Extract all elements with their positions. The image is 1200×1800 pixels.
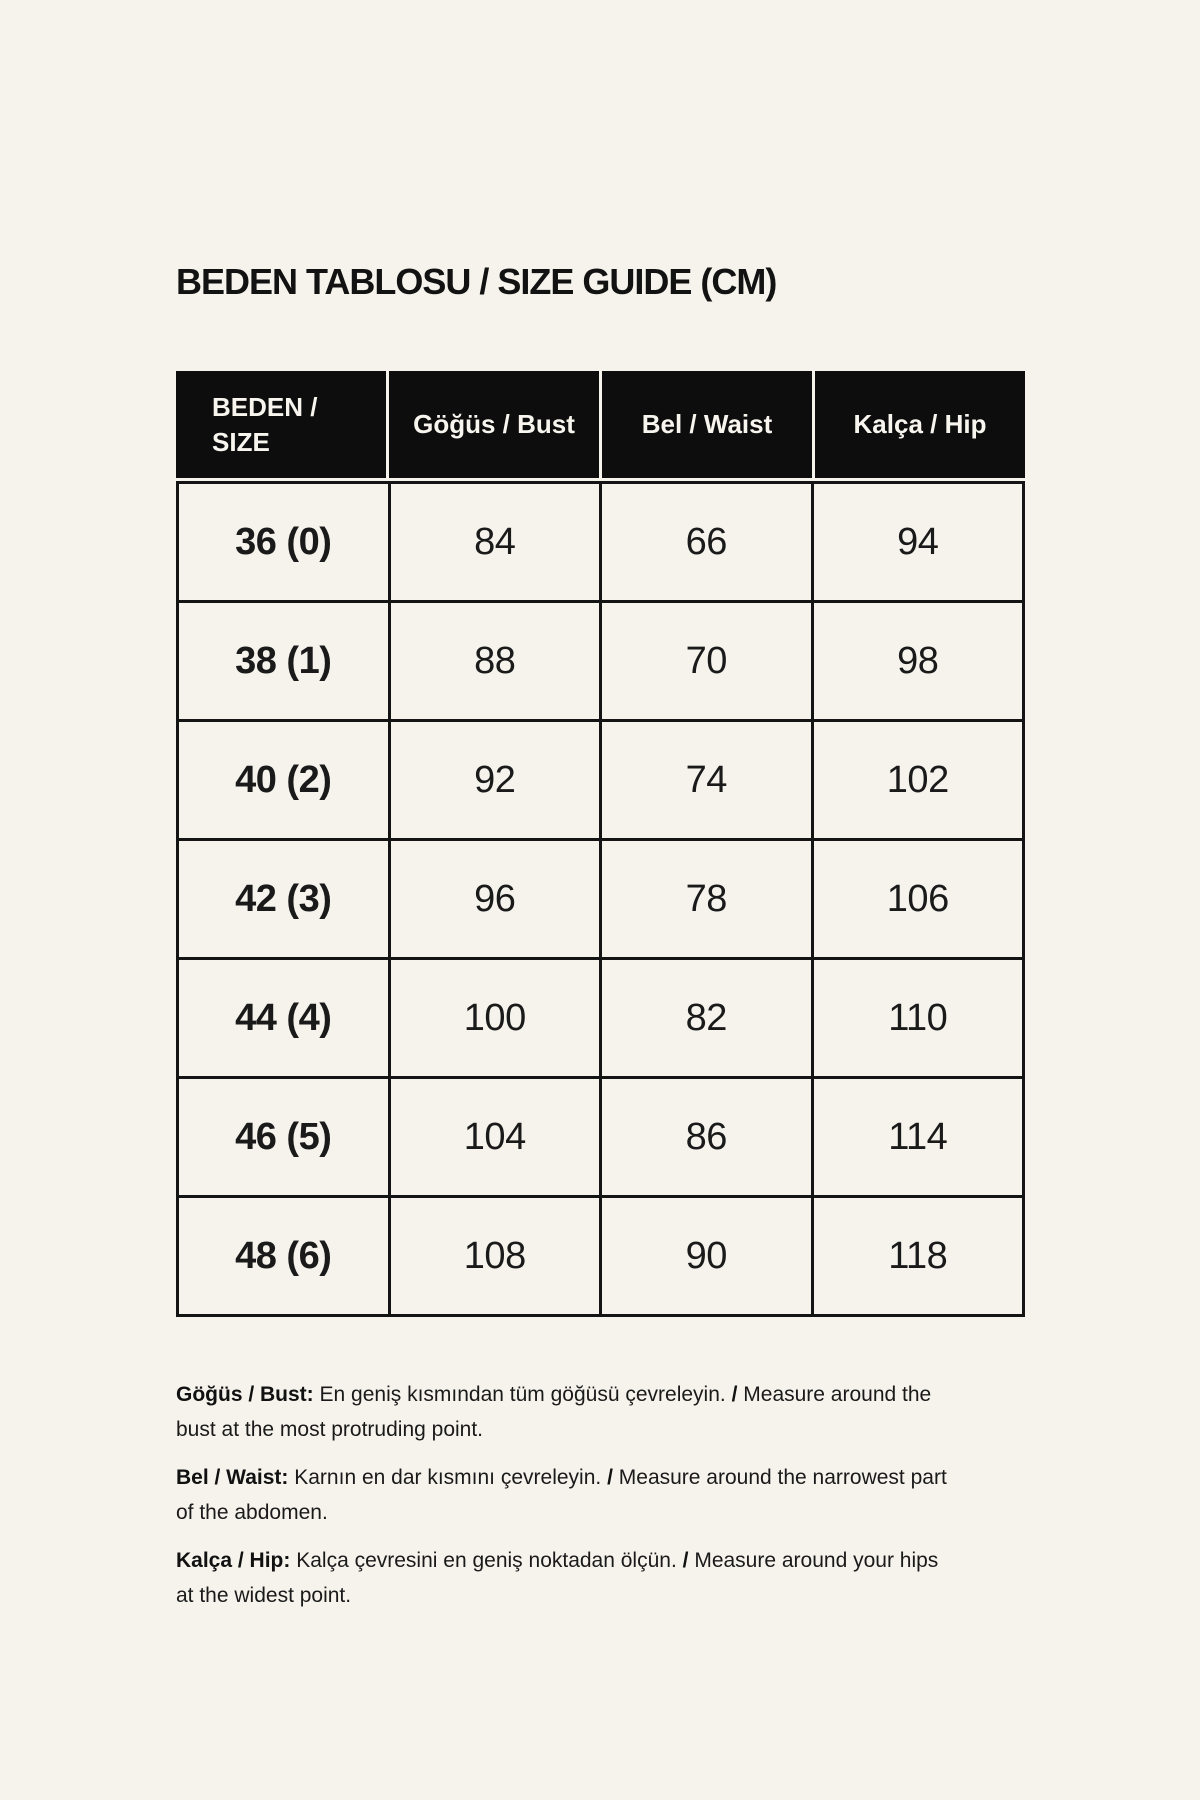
note-waist-separator: / [607, 1466, 613, 1489]
note-hip-label: Kalça / Hip: [176, 1549, 291, 1572]
cell-size: 36 (0) [179, 484, 388, 600]
cell-hip: 98 [814, 603, 1023, 719]
cell-bust: 100 [391, 960, 600, 1076]
note-waist-label: Bel / Waist: [176, 1466, 289, 1489]
cell-bust: 88 [391, 603, 600, 719]
cell-waist: 66 [602, 484, 811, 600]
note-hip-separator: / [682, 1549, 689, 1572]
cell-hip: 94 [814, 484, 1023, 600]
note-bust-label: Göğüs / Bust: [176, 1383, 314, 1406]
cell-size: 46 (5) [179, 1079, 388, 1195]
note-bust-en: Measure around the bust at the most protruding point. [176, 1383, 932, 1441]
cell-waist: 90 [602, 1198, 811, 1314]
cell-waist: 70 [602, 603, 811, 719]
cell-size: 38 (1) [179, 603, 388, 719]
cell-bust: 104 [391, 1079, 600, 1195]
note-bust [176, 1377, 951, 1447]
cell-hip: 114 [814, 1079, 1023, 1195]
note-hip-en: Measure around your hips at the widest point. [176, 1549, 939, 1607]
cell-hip: 106 [814, 841, 1023, 957]
cell-bust: 84 [391, 484, 600, 600]
header-cell-waist: Bel / Waist [602, 371, 812, 478]
cell-waist: 82 [602, 960, 811, 1076]
cell-hip: 118 [814, 1198, 1023, 1314]
cell-waist: 86 [602, 1079, 811, 1195]
note-bust-tr: En geniş kısmından tüm göğüsü çevreleyin. [319, 1383, 726, 1406]
measurement-notes [176, 1377, 951, 1613]
cell-waist: 74 [602, 722, 811, 838]
cell-bust: 92 [391, 722, 600, 838]
note-waist [176, 1460, 951, 1530]
cell-size: 48 (6) [179, 1198, 388, 1314]
cell-hip: 102 [814, 722, 1023, 838]
cell-size: 44 (4) [179, 960, 388, 1076]
size-table [176, 371, 1025, 1317]
header-cell-size: BEDEN / SIZE [176, 371, 386, 478]
cell-waist: 78 [602, 841, 811, 957]
size-table-header-row [176, 371, 1025, 478]
cell-size: 40 (2) [179, 722, 388, 838]
cell-bust: 96 [391, 841, 600, 957]
note-bust-separator: / [731, 1383, 738, 1406]
note-hip-tr: Kalça çevresini en geniş noktadan ölçün. [296, 1549, 677, 1572]
cell-hip: 110 [814, 960, 1023, 1076]
page-title: BEDEN TABLOSU / SIZE GUIDE (CM) [176, 261, 777, 302]
cell-bust: 108 [391, 1198, 600, 1314]
size-table-body [176, 481, 1025, 1317]
note-waist-tr: Karnın en dar kısmını çevreleyin. [294, 1466, 602, 1489]
header-cell-bust: Göğüs / Bust [389, 371, 599, 478]
header-cell-hip: Kalça / Hip [815, 371, 1025, 478]
note-hip [176, 1543, 951, 1613]
note-waist-en: Measure around the narrowest part of the abdomen. [176, 1466, 947, 1524]
cell-size: 42 (3) [179, 841, 388, 957]
